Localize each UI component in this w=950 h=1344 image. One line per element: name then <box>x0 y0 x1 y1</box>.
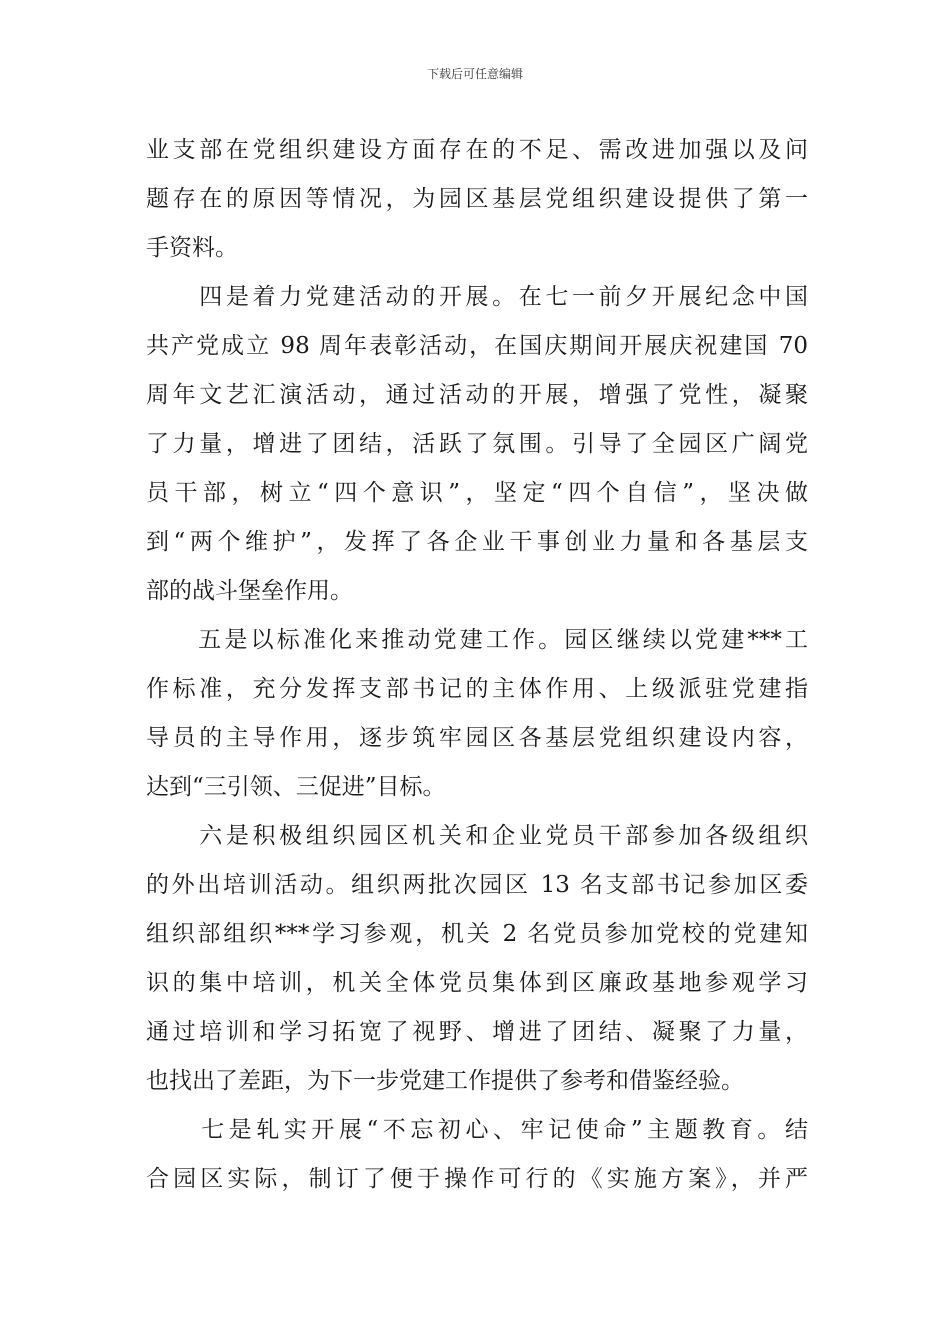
text-line: 手资料。 <box>146 235 238 261</box>
text-line: 周年文艺汇演活动，通过活动的开展，增强了党性，凝聚 <box>146 382 808 408</box>
text-line: 员干部，树立“四个意识”，坚定“四个自信”，坚决做 <box>146 480 808 506</box>
text-line: 导员的主导作用，逐步筑牢园区各基层党组织建设内容， <box>146 725 808 751</box>
page-header-note: 下载后可任意编辑 <box>426 67 523 81</box>
paragraph-5 <box>146 1106 808 1204</box>
text-line: 业支部在党组织建设方面存在的不足、需改进加强以及问 <box>146 137 808 163</box>
text-line: 达到“三引领、三促进”目标。 <box>146 774 446 800</box>
text-line: 也找出了差距，为下一步党建工作提供了参考和借鉴经验。 <box>146 1068 744 1094</box>
text-line: 通过培训和学习拓宽了视野、增进了团结、凝聚了力量， <box>146 1019 808 1045</box>
text-line: 识的集中培训，机关全体党员集体到区廉政基地参观学习 <box>146 970 808 996</box>
document-body <box>146 126 808 1204</box>
text-line: 题存在的原因等情况，为园区基层党组织建设提供了第一 <box>146 186 808 212</box>
paragraph-3 <box>146 616 808 812</box>
text-line: 作标准，充分发挥支部书记的主体作用、上级派驻党建指 <box>146 676 808 702</box>
text-line: 六是积极组织园区机关和企业党员干部参加各级组织 <box>146 823 808 849</box>
text-line: 部的战斗堡垒作用。 <box>146 578 353 604</box>
paragraph-4 <box>146 812 808 1106</box>
text-line: 四是着力党建活动的开展。在七一前夕开展纪念中国 <box>146 284 808 310</box>
text-line: 到“两个维护”，发挥了各企业干事创业力量和各基层支 <box>146 529 808 555</box>
text-line: 了力量，增进了团结，活跃了氛围。引导了全园区广阔党 <box>146 431 808 457</box>
text-line: 五是以标准化来推动党建工作。园区继续以党建***工 <box>146 627 808 653</box>
text-line: 组织部组织***学习参观，机关 2 名党员参加党校的党建知 <box>146 921 808 947</box>
text-line: 合园区实际，制订了便于操作可行的《实施方案》，并严 <box>146 1166 808 1192</box>
text-line: 的外出培训活动。组织两批次园区 13 名支部书记参加区委 <box>146 872 808 898</box>
text-line: 七是轧实开展“不忘初心、牢记使命”主题教育。结 <box>146 1117 808 1143</box>
paragraph-1 <box>146 126 808 273</box>
text-line: 共产党成立 98 周年表彰活动，在国庆期间开展庆祝建国 70 <box>146 333 808 359</box>
paragraph-2 <box>146 273 808 616</box>
